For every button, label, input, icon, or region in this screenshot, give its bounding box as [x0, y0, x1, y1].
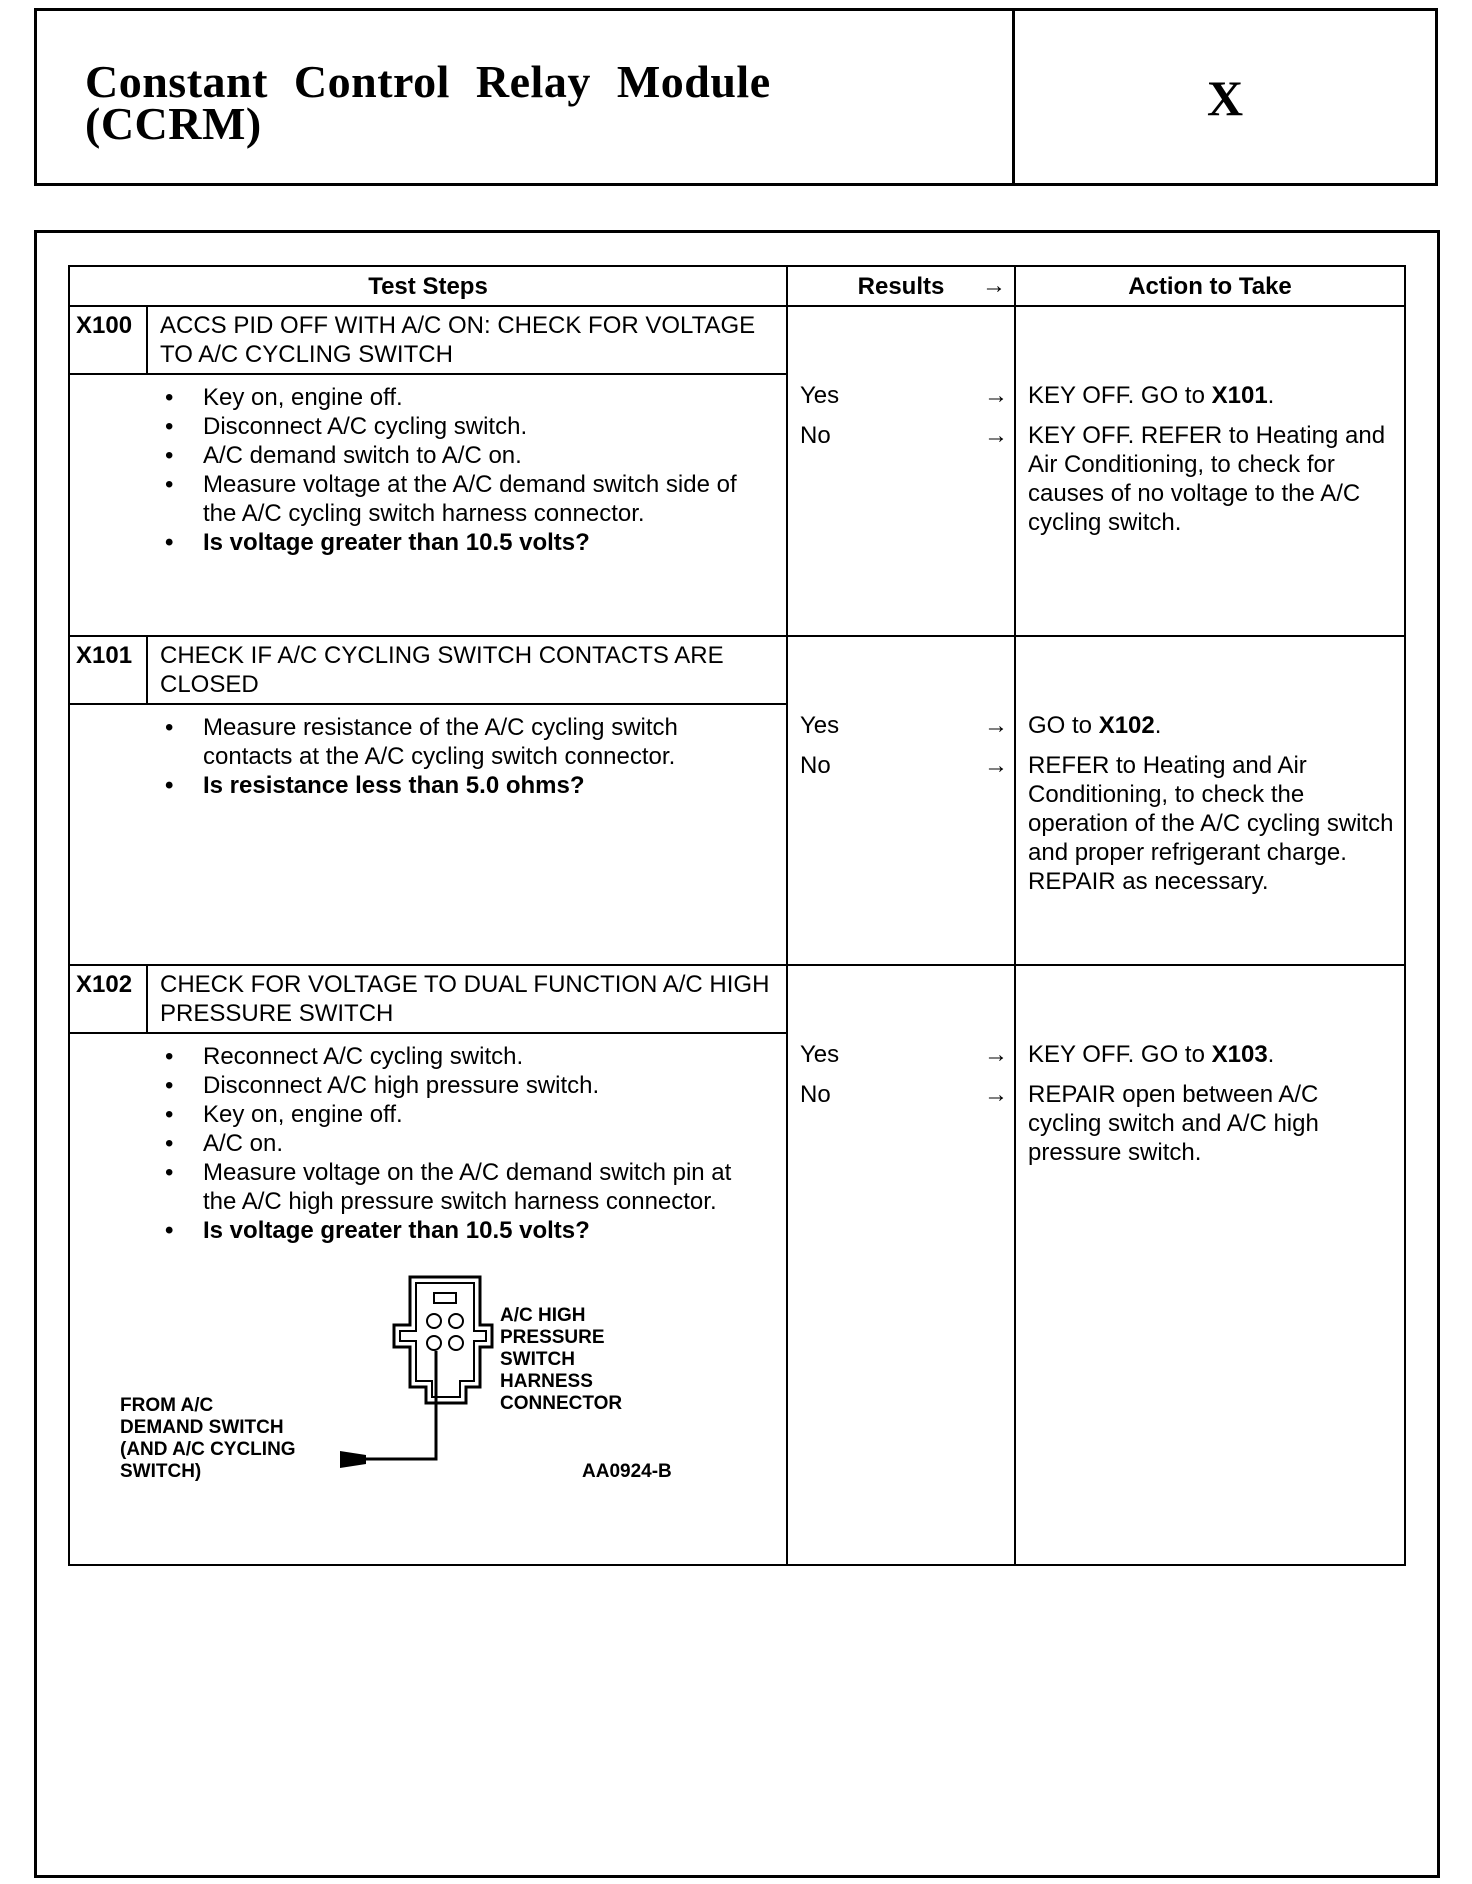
connector-pins — [427, 1314, 463, 1350]
result-no — [788, 421, 1014, 461]
step-question: • Is resistance less than 5.0 ohms? — [70, 771, 766, 800]
arrow-icon: → — [984, 712, 1008, 739]
table-row — [69, 306, 1405, 636]
column-header-action: Action to Take — [1015, 266, 1405, 306]
title-line-1: Constant Control Relay Module — [85, 56, 771, 107]
action-yes: KEY OFF. GO to X101. — [1028, 382, 1275, 409]
list-item: • A/C demand switch to A/C on. — [70, 441, 766, 470]
step-id: X102 — [70, 966, 148, 1032]
step-id: X101 — [70, 637, 148, 703]
step-bullets — [70, 705, 786, 810]
test-step-cell — [69, 306, 787, 636]
action-no: REFER to Heating and Air Conditioning, to check the operation of the A/C cycling switch and proper refrigerant charge. REPAIR as necessary. — [1028, 752, 1394, 895]
result-yes — [788, 1040, 1014, 1080]
table-header-row — [69, 266, 1405, 306]
action-no: KEY OFF. REFER to Heating and Air Conditioning, to check for causes of no voltage to the A/C cycling switch. — [1028, 422, 1386, 536]
table-row — [69, 965, 1405, 1565]
list-item: • Reconnect A/C cycling switch. — [70, 1042, 766, 1071]
title-line-2: (CCRM) — [85, 98, 262, 149]
action-yes: GO to X102. — [1028, 712, 1162, 739]
wire-line — [360, 1351, 436, 1459]
wire-arrow-icon — [340, 1451, 366, 1468]
step-header — [70, 307, 786, 375]
connector-diagram — [70, 1255, 786, 1551]
step-id: X100 — [70, 307, 148, 373]
arrow-icon: → — [984, 382, 1008, 409]
result-no-label: No — [800, 1081, 831, 1108]
results-header-label: Results — [857, 272, 945, 300]
step-title: CHECK FOR VOLTAGE TO DUAL FUNCTION A/C HIGH PRESSURE SWITCH — [160, 971, 770, 1027]
arrow-icon: → — [984, 752, 1008, 779]
step-title: CHECK IF A/C CYCLING SWITCH CONTACTS ARE CLOSED — [160, 642, 724, 698]
test-steps-table — [68, 265, 1406, 1566]
result-yes — [788, 381, 1014, 421]
page-title — [37, 11, 1015, 183]
result-yes-label: Yes — [800, 1041, 840, 1068]
result-yes-label: Yes — [800, 382, 840, 409]
result-no-label: No — [800, 752, 831, 779]
connector-outline — [394, 1277, 492, 1403]
arrow-icon: → — [984, 422, 1008, 449]
results-cell — [787, 965, 1015, 1565]
results-cell — [787, 306, 1015, 636]
step-bullets — [70, 1034, 786, 1255]
action-yes: KEY OFF. GO to X103. — [1028, 1041, 1275, 1068]
step-reference-link[interactable]: X103 — [1211, 1041, 1268, 1068]
action-cell — [1015, 636, 1405, 965]
action-cell — [1015, 965, 1405, 1565]
step-question: • Is voltage greater than 10.5 volts? — [70, 528, 766, 557]
connector-label: A/C HIGH PRESSURE SWITCH HARNESS CONNECTOR — [500, 1305, 623, 1414]
result-yes-label: Yes — [800, 712, 840, 739]
results-arrow-icon: → — [982, 272, 1006, 299]
list-item: • Measure voltage on the A/C demand switch pin at the A/C high pressure switch harness connector. — [70, 1158, 766, 1216]
arrow-icon: → — [984, 1041, 1008, 1068]
header-box — [34, 8, 1438, 186]
step-header — [70, 637, 786, 705]
step-reference-link[interactable]: X101 — [1211, 382, 1268, 409]
result-no — [788, 1080, 1014, 1120]
list-item: • Measure voltage at the A/C demand switch side of the A/C cycling switch harness connector. — [70, 470, 766, 528]
list-item: • Key on, engine off. — [70, 1100, 766, 1129]
step-bullets — [70, 375, 786, 567]
test-step-cell — [69, 636, 787, 965]
step-reference-link[interactable]: X102 — [1098, 712, 1155, 739]
list-item: • Measure resistance of the A/C cycling switch contacts at the A/C cycling switch connector. — [70, 713, 766, 771]
list-item: • Key on, engine off. — [70, 383, 766, 412]
table-row — [69, 636, 1405, 965]
result-no — [788, 751, 1014, 791]
results-cell — [787, 636, 1015, 965]
list-item: • A/C on. — [70, 1129, 766, 1158]
test-step-cell — [69, 965, 787, 1565]
from-label: FROM A/C DEMAND SWITCH (AND A/C CYCLING SWITCH) — [120, 1395, 296, 1482]
section-letter: X — [1206, 70, 1244, 126]
column-header-test-steps: Test Steps — [69, 266, 787, 306]
action-cell — [1015, 306, 1405, 636]
result-yes — [788, 711, 1014, 751]
step-header — [70, 966, 786, 1034]
figure-code: AA0924-B — [582, 1461, 672, 1482]
result-no-label: No — [800, 422, 831, 449]
action-no: REPAIR open between A/C cycling switch and A/C high pressure switch. — [1028, 1081, 1319, 1166]
column-header-results — [787, 266, 1015, 306]
step-question: • Is voltage greater than 10.5 volts? — [70, 1216, 766, 1245]
arrow-icon: → — [984, 1081, 1008, 1108]
list-item: • Disconnect A/C cycling switch. — [70, 412, 766, 441]
list-item: • Disconnect A/C high pressure switch. — [70, 1071, 766, 1100]
step-title: ACCS PID OFF WITH A/C ON: CHECK FOR VOLTAGE TO A/C CYCLING SWITCH — [160, 312, 756, 368]
